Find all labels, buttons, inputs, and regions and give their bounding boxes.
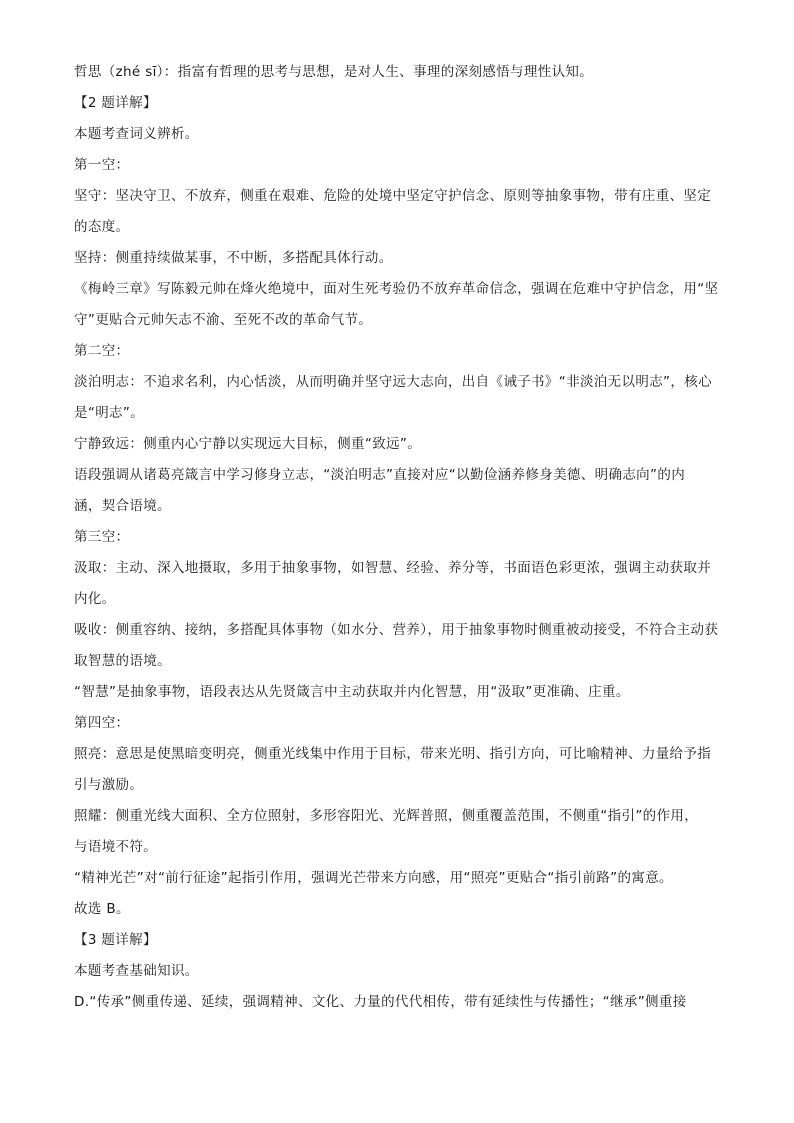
subheading [74, 713, 720, 733]
text-line: 语段强调从诸葛亮箴言中学习修身立志，“淡泊明志”直接对应“以勤俭涵养修身美德、明确志向”的内 [74, 467, 686, 483]
text-line: 故选 B。 [74, 901, 130, 917]
text-line: 【3 题详解】 [74, 932, 157, 948]
text-line: “智慧”是抽象事物，语段表达从先贤箴言中主动获取并内化智慧，用“汲取”更准确、庄重。 [74, 684, 630, 700]
paragraph [74, 465, 720, 516]
paragraph [74, 558, 720, 609]
text-line: 取智慧的语境。 [74, 653, 171, 669]
text-line: 本题考查词义辨析。 [74, 126, 199, 142]
paragraph [74, 372, 720, 423]
text-line: 宁静致远：侧重内心宁静以实现远大目标，侧重“致远”。 [74, 436, 422, 452]
subheading [74, 341, 720, 361]
paragraph [74, 279, 720, 330]
text-line: 内化。 [74, 591, 116, 607]
paragraph [74, 806, 720, 857]
text-line: 第一空： [74, 157, 130, 173]
text-line: 第三空： [74, 529, 130, 545]
paragraph [74, 961, 720, 981]
paragraph [74, 124, 720, 144]
text-line: 哲思（zhé sī）：指富有哲理的思考与思想，是对人生、事理的深刻感悟与理性认知。 [74, 64, 594, 80]
section-heading [74, 930, 720, 950]
text-line: 【2 题详解】 [74, 95, 157, 111]
text-line: D.“传承”侧重传递、延续，强调精神、文化、力量的代代相传，带有延续性与传播性；“继承”侧重接 [74, 994, 687, 1010]
subheading [74, 527, 720, 547]
text-line: 坚守：坚决守卫、不放弃，侧重在艰难、危险的处境中坚定守护信念、原则等抽象事物，带有庄重、坚定 [74, 188, 712, 204]
answer-line [74, 899, 720, 919]
paragraph [74, 992, 720, 1012]
text-line: 第四空： [74, 715, 130, 731]
paragraph [74, 868, 720, 888]
text-line: 引与激励。 [74, 777, 144, 793]
paragraph [74, 434, 720, 454]
text-line: “精神光芒”对“前行征途”起指引作用，强调光芒带来方向感，用“照亮”更贴合“指引前路”的寓意。 [74, 870, 673, 886]
document-page [74, 62, 720, 1023]
paragraph [74, 620, 720, 671]
paragraph [74, 186, 720, 237]
paragraph [74, 62, 720, 82]
text-line: 汲取：主动、深入地摄取，多用于抽象事物，如智慧、经验、养分等，书面语色彩更浓，强调主动获取并 [74, 560, 712, 576]
paragraph [74, 744, 720, 795]
section-heading [74, 93, 720, 113]
text-line: 是“明志”。 [74, 405, 145, 421]
text-line: 涵，契合语境。 [74, 498, 171, 514]
text-line: 第二空： [74, 343, 130, 359]
text-line: 与语境不符。 [74, 839, 158, 855]
paragraph [74, 248, 720, 268]
paragraph [74, 682, 720, 702]
text-line: 《梅岭三章》写陈毅元帅在烽火绝境中，面对生死考验仍不放弃革命信念，强调在危难中守护信念，用“坚 [74, 281, 719, 297]
text-line: 的态度。 [74, 219, 130, 235]
text-line: 照耀：侧重光线大面积、全方位照射，多形容阳光、光辉普照，侧重覆盖范围，不侧重“指引”的作用， [74, 808, 699, 824]
text-line: 淡泊明志：不追求名利，内心恬淡，从而明确并坚守远大志向，出自《诫子书》“非淡泊无以明志”，核心 [74, 374, 712, 390]
text-line: 吸收：侧重容纳、接纳，多搭配具体事物（如水分、营养），用于抽象事物时侧重被动接受，不符合主动获 [74, 622, 719, 638]
text-line: 坚持：侧重持续做某事，不中断，多搭配具体行动。 [74, 250, 393, 266]
text-line: 本题考查基础知识。 [74, 963, 199, 979]
text-line: 照亮：意思是使黑暗变明亮，侧重光线集中作用于目标，带来光明、指引方向，可比喻精神、力量给予指 [74, 746, 712, 762]
text-line: 守”更贴合元帅矢志不渝、至死不改的革命气节。 [74, 312, 373, 328]
subheading [74, 155, 720, 175]
